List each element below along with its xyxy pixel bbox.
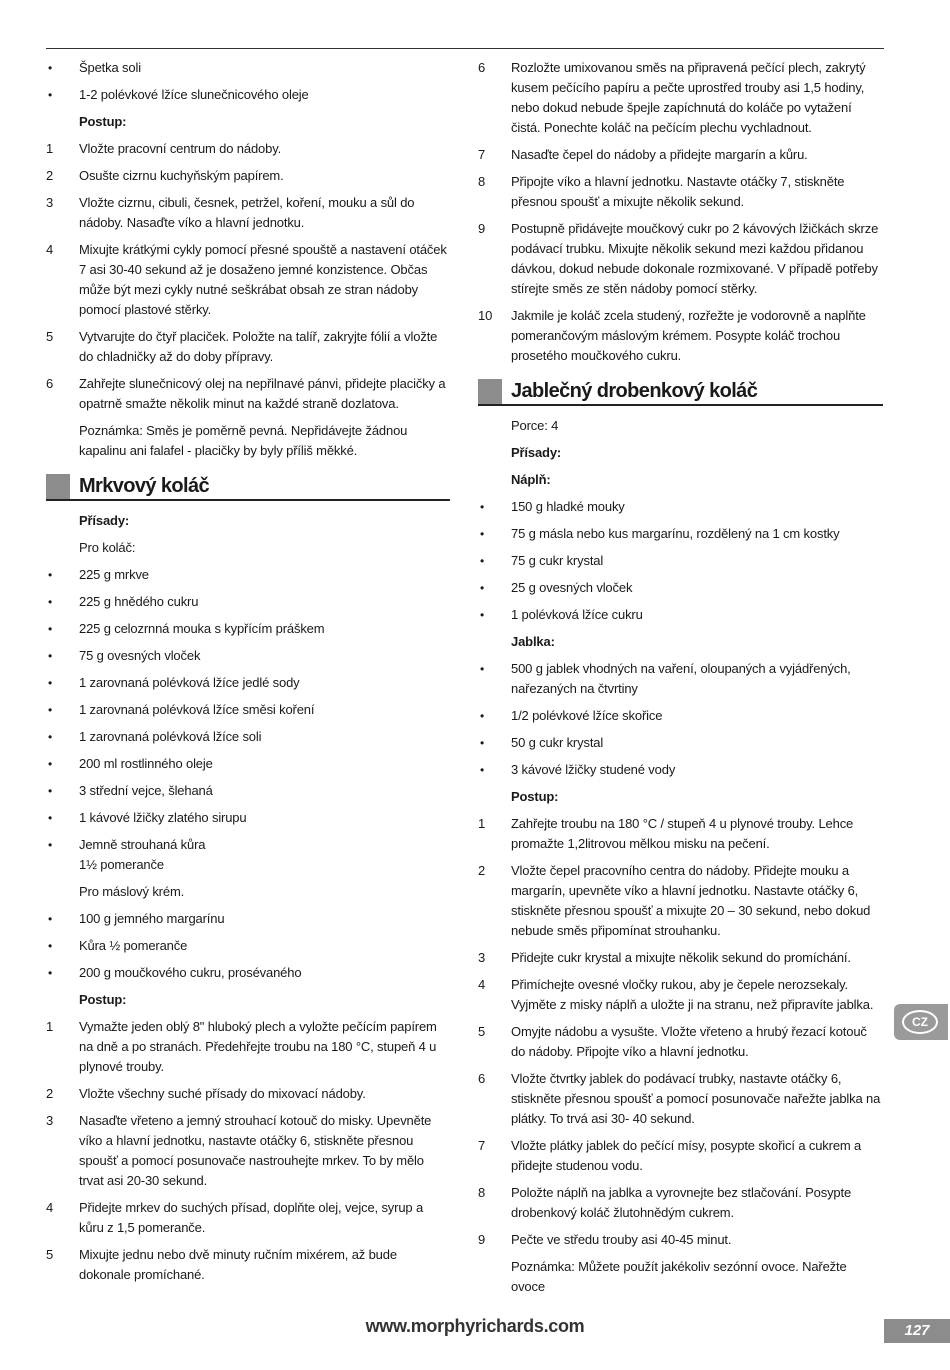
top-rule: [46, 48, 884, 49]
bullet-icon: •: [480, 500, 485, 514]
subheading: Přísady:: [79, 513, 130, 528]
bullet-item: [478, 551, 883, 571]
bullet-item: [46, 592, 450, 612]
step-number: 10: [478, 308, 493, 323]
item-text: Přidejte cukr krystal a mixujte několik sekund do promíchání.: [511, 950, 851, 965]
language-tab: [894, 1004, 948, 1040]
step-item: [46, 240, 450, 320]
item-text: Omyjte nádobu a vysušte. Vložte vřeteno a hrubý řezací kotouč do nádoby. Připojte víko a hlavní jednotku.: [511, 1024, 867, 1059]
step-number: 2: [478, 863, 486, 878]
bullet-icon: •: [48, 811, 53, 825]
bullet-item: [46, 754, 450, 774]
step-item: [478, 1069, 883, 1129]
item-text: 100 g jemného margarínu: [79, 911, 225, 926]
step-number: 3: [46, 195, 54, 210]
right-section-list: [478, 416, 883, 1297]
step-item: [478, 1022, 883, 1062]
step-item: [46, 1084, 450, 1104]
bullet-item: [46, 909, 450, 929]
step-item: [478, 172, 883, 212]
step-item: [478, 1136, 883, 1176]
paragraph: Poznámka: Směs je poměrně pevná. Nepřidávejte žádnou kapalinu ani falafel - placičky by byly příliš měkké.: [79, 423, 408, 458]
right-column: [478, 58, 883, 1304]
item-text: Přidejte mrkev do suchých přísad, doplňte olej, vejce, syrup a kůru z 1,5 pomeranče.: [79, 1200, 424, 1235]
bullet-item: [478, 760, 883, 780]
paragraph: Pro koláč:: [79, 540, 136, 555]
bullet-item: [46, 936, 450, 956]
item-text: Vložte čepel pracovního centra do nádoby. Přidejte mouku a margarín, upevněte víko a hlavní jednotku. Nastavte otáčky 6, stiskněte přesnou spoušť a mixujte 20 – 30 sekund, nebo dokud nebude směs připomínat strouhanku.: [511, 863, 871, 938]
subheading: Postup:: [79, 114, 127, 129]
item-text: Vymažte jeden oblý 8" hluboký plech a vyložte pečícím papírem na dně a po stranách. Předehřejte troubu na 180 °C, stupeň 4 u plynové trouby.: [79, 1019, 437, 1074]
item-text: Jakmile je koláč zcela studený, rozřežte je vodorovně a naplňte pomerančovým máslovým krémem. Posypte koláč trochou prosetého moučkového cukru.: [511, 308, 866, 363]
item-text: 1/2 polévkové lžíce skořice: [511, 708, 663, 723]
bullet-icon: •: [48, 61, 53, 75]
item-text: 75 g ovesných vloček: [79, 648, 201, 663]
heading-marker: [46, 474, 70, 499]
bullet-icon: •: [48, 757, 53, 771]
item-text: Mixujte jednu nebo dvě minuty ručním mixérem, až bude dokonale promíchané.: [79, 1247, 397, 1282]
item-text: 150 g hladké mouky: [511, 499, 625, 514]
step-item: [46, 327, 450, 367]
item-text: Osušte cizrnu kuchyňským papírem.: [79, 168, 284, 183]
item-text: Špetka soli: [79, 60, 141, 75]
item-text: Nasaďte čepel do nádoby a přidejte margarín a kůru.: [511, 147, 808, 162]
item-text: 225 g celozrnná mouka s kypřícím práškem: [79, 621, 325, 636]
step-item: [478, 861, 883, 941]
bullet-icon: •: [48, 595, 53, 609]
item-text: 500 g jablek vhodných na vaření, oloupaných a vyjádřených, nařezaných na čtvrtiny: [511, 661, 851, 696]
item-text: Zahřejte troubu na 180 °C / stupeň 4 u plynové trouby. Lehce promažte 1,2litrovou mělkou misku na pečení.: [511, 816, 854, 851]
bullet-item: [46, 58, 450, 78]
bullet-item: [478, 706, 883, 726]
step-number: 3: [46, 1113, 54, 1128]
bullet-item: [46, 835, 450, 875]
step-number: 9: [478, 1232, 486, 1247]
item-text: Postupně přidávejte moučkový cukr po 2 kávových lžičkách skrze podávací trubku. Mixujte několik sekund mezi každou přidanou dávkou, dokud nebude dokonale rozmixované. V případě potřeby stírejte směs ze stěn nádoby pomocí stěrky.: [511, 221, 879, 296]
bullet-icon: •: [48, 568, 53, 582]
step-number: 3: [478, 950, 486, 965]
item-text: Kůra ½ pomeranče: [79, 938, 188, 953]
step-item: [46, 193, 450, 233]
bullet-icon: •: [48, 676, 53, 690]
bullet-icon: •: [480, 527, 485, 541]
bullet-item: [46, 963, 450, 983]
item-text: Vložte čtvrtky jablek do podávací trubky, nastavte otáčky 6, stiskněte přesnou spoušť a pomocí posunovače nařežte jablka na plátky. To trvá asi 30- 40 sekund.: [511, 1071, 881, 1126]
bullet-icon: •: [48, 939, 53, 953]
bullet-item: [46, 781, 450, 801]
step-number: 8: [478, 174, 486, 189]
bullet-item: [478, 659, 883, 699]
bullet-icon: •: [480, 763, 485, 777]
bullet-item: [46, 646, 450, 666]
left-section-list: [46, 511, 450, 1285]
step-number: 4: [46, 1200, 54, 1215]
item-text: Vložte všechny suché přísady do mixovací nádoby.: [79, 1086, 366, 1101]
item-text: Vložte cizrnu, cibuli, česnek, petržel, koření, mouku a sůl do nádoby. Nasaďte víko a hlavní jednotku.: [79, 195, 415, 230]
item-text: Jemně strouhaná kůra 1½ pomeranče: [79, 837, 206, 872]
item-text: 75 g másla nebo kus margarínu, rozdělený na 1 cm kostky: [511, 526, 840, 541]
step-number: 5: [478, 1024, 486, 1039]
step-number: 7: [478, 147, 486, 162]
item-text: 200 g moučkového cukru, prosévaného: [79, 965, 302, 980]
step-number: 1: [46, 1019, 54, 1034]
left-top-list: [46, 58, 450, 461]
item-text: Nasaďte vřeteno a jemný strouhací kotouč do misky. Upevněte víko a hlavní jednotku, nastavte otáčky 6, stiskněte přesnou spoušť a pomocí posunovače nastrouhejte mrkev. To by mělo trvat asi 20-30 sekund.: [79, 1113, 432, 1188]
bullet-icon: •: [480, 662, 485, 676]
bullet-item: [46, 85, 450, 105]
section-title: Jablečný drobenkový koláč: [511, 380, 758, 402]
item-text: Vložte pracovní centrum do nádoby.: [79, 141, 282, 156]
bullet-item: [46, 619, 450, 639]
step-item: [46, 139, 450, 159]
bullet-icon: •: [48, 912, 53, 926]
item-text: Mixujte krátkými cykly pomocí přesné spouště a nastavení otáček 7 asi 30-40 sekund až je dosaženo jemné konzistence. Občas může být mezi cykly nutné seškrábat obsah ze stran nádoby pomocí plastové stěrky.: [79, 242, 447, 317]
step-item: [478, 1230, 883, 1250]
bullet-item: [478, 578, 883, 598]
bullet-item: [46, 727, 450, 747]
item-text: Položte náplň na jablka a vyrovnejte bez stlačování. Posypte drobenkový koláč žlutohnědým cukrem.: [511, 1185, 852, 1220]
bullet-icon: •: [480, 554, 485, 568]
subheading: Přísady:: [511, 445, 562, 460]
item-text: 1 zarovnaná polévková lžíce soli: [79, 729, 262, 744]
item-text: Rozložte umixovanou směs na připravená pečící plech, zakrytý kusem pečícího papíru a pečte uprostřed trouby asi 1,5 hodiny, nebo dokud nebude špejle zapíchnutá do koláče po vytažení čistá. Ponechte koláč na pečícím plechu vychladnout.: [511, 60, 866, 135]
step-number: 2: [46, 168, 54, 183]
item-text: Zahřejte slunečnicový olej na nepřilnavé pánvi, přidejte placičky a opatrně smažte několik minut na každé straně dozlatova.: [79, 376, 446, 411]
item-text: 225 g mrkve: [79, 567, 149, 582]
item-text: Přimíchejte ovesné vločky rukou, aby je čepele nerozsekaly. Vyjměte z misky náplň a uložte ji na stranu, než připravíte jablka.: [511, 977, 874, 1012]
bullet-icon: •: [480, 581, 485, 595]
item-text: Pečte ve středu trouby asi 40-45 minut.: [511, 1232, 732, 1247]
step-item: [46, 1111, 450, 1191]
step-number: 7: [478, 1138, 486, 1153]
bullet-icon: •: [480, 608, 485, 622]
language-tab-label: CZ: [902, 1010, 938, 1034]
step-number: 4: [46, 242, 54, 257]
subheading: Postup:: [511, 789, 559, 804]
item-text: 3 kávové lžičky studené vody: [511, 762, 676, 777]
bullet-icon: •: [480, 736, 485, 750]
step-item: [478, 814, 883, 854]
bullet-item: [478, 733, 883, 753]
section-title: Mrkvový koláč: [79, 475, 210, 497]
step-number: 5: [46, 329, 54, 344]
step-item: [478, 975, 883, 1015]
item-text: 75 g cukr krystal: [511, 553, 604, 568]
paragraph: Poznámka: Můžete použít jakékoliv sezónní ovoce. Nařežte ovoce: [511, 1259, 847, 1294]
step-item: [46, 1198, 450, 1238]
step-item: [478, 306, 883, 366]
step-item: [478, 58, 883, 138]
subheading: Postup:: [79, 992, 127, 1007]
subheading: Náplň:: [511, 472, 551, 487]
bullet-icon: •: [48, 784, 53, 798]
item-text: 3 střední vejce, šlehaná: [79, 783, 213, 798]
footer-url[interactable]: www.morphyrichards.com: [365, 1316, 585, 1336]
bullet-item: [46, 673, 450, 693]
heading-marker: [478, 379, 502, 404]
item-text: 1-2 polévkové lžíce slunečnicového oleje: [79, 87, 309, 102]
item-text: Připojte víko a hlavní jednotku. Nastavte otáčky 7, stiskněte přesnou spoušť a mixujte několik sekund.: [511, 174, 845, 209]
bullet-icon: •: [48, 703, 53, 717]
item-text: Vložte plátky jablek do pečící mísy, posypte skořicí a cukrem a přidejte studenou vodu.: [511, 1138, 862, 1173]
step-item: [46, 166, 450, 186]
step-item: [478, 948, 883, 968]
item-text: 25 g ovesných vloček: [511, 580, 633, 595]
item-text: Vytvarujte do čtyř placiček. Položte na talíř, zakryjte fólií a vložte do chladničky až do doby přípravy.: [79, 329, 438, 364]
page-number: 127: [884, 1319, 950, 1343]
item-text: 1 zarovnaná polévková lžíce směsi koření: [79, 702, 315, 717]
step-item: [46, 1245, 450, 1285]
step-number: 8: [478, 1185, 486, 1200]
item-text: 1 zarovnaná polévková lžíce jedlé sody: [79, 675, 300, 690]
bullet-icon: •: [48, 649, 53, 663]
step-item: [478, 145, 883, 165]
section-heading-carrot-cake: [46, 473, 450, 501]
item-text: 50 g cukr krystal: [511, 735, 604, 750]
right-top-list: [478, 58, 883, 366]
bullet-item: [46, 565, 450, 585]
item-text: 1 kávové lžičky zlatého sirupu: [79, 810, 247, 825]
item-text: 225 g hnědého cukru: [79, 594, 199, 609]
step-number: 6: [478, 1071, 486, 1086]
bullet-icon: •: [48, 88, 53, 102]
bullet-icon: •: [48, 622, 53, 636]
step-item: [478, 219, 883, 299]
step-item: [478, 1183, 883, 1223]
bullet-item: [478, 524, 883, 544]
section-heading-apple-crumble: [478, 378, 883, 406]
step-number: 1: [46, 141, 54, 156]
step-number: 2: [46, 1086, 54, 1101]
paragraph: Porce: 4: [511, 418, 559, 433]
paragraph: Pro máslový krém.: [79, 884, 185, 899]
bullet-item: [478, 605, 883, 625]
bullet-icon: •: [48, 730, 53, 744]
step-number: 9: [478, 221, 486, 236]
step-number: 1: [478, 816, 486, 831]
bullet-icon: •: [48, 838, 53, 852]
step-item: [46, 374, 450, 414]
bullet-icon: •: [48, 966, 53, 980]
item-text: 200 ml rostlinného oleje: [79, 756, 213, 771]
bullet-item: [46, 808, 450, 828]
subheading: Jablka:: [511, 634, 555, 649]
step-number: 4: [478, 977, 486, 992]
bullet-icon: •: [480, 709, 485, 723]
bullet-item: [46, 700, 450, 720]
step-number: 6: [478, 60, 486, 75]
step-number: 5: [46, 1247, 54, 1262]
item-text: 1 polévková lžíce cukru: [511, 607, 643, 622]
step-item: [46, 1017, 450, 1077]
step-number: 6: [46, 376, 54, 391]
left-column: [46, 58, 450, 1292]
bullet-item: [478, 497, 883, 517]
